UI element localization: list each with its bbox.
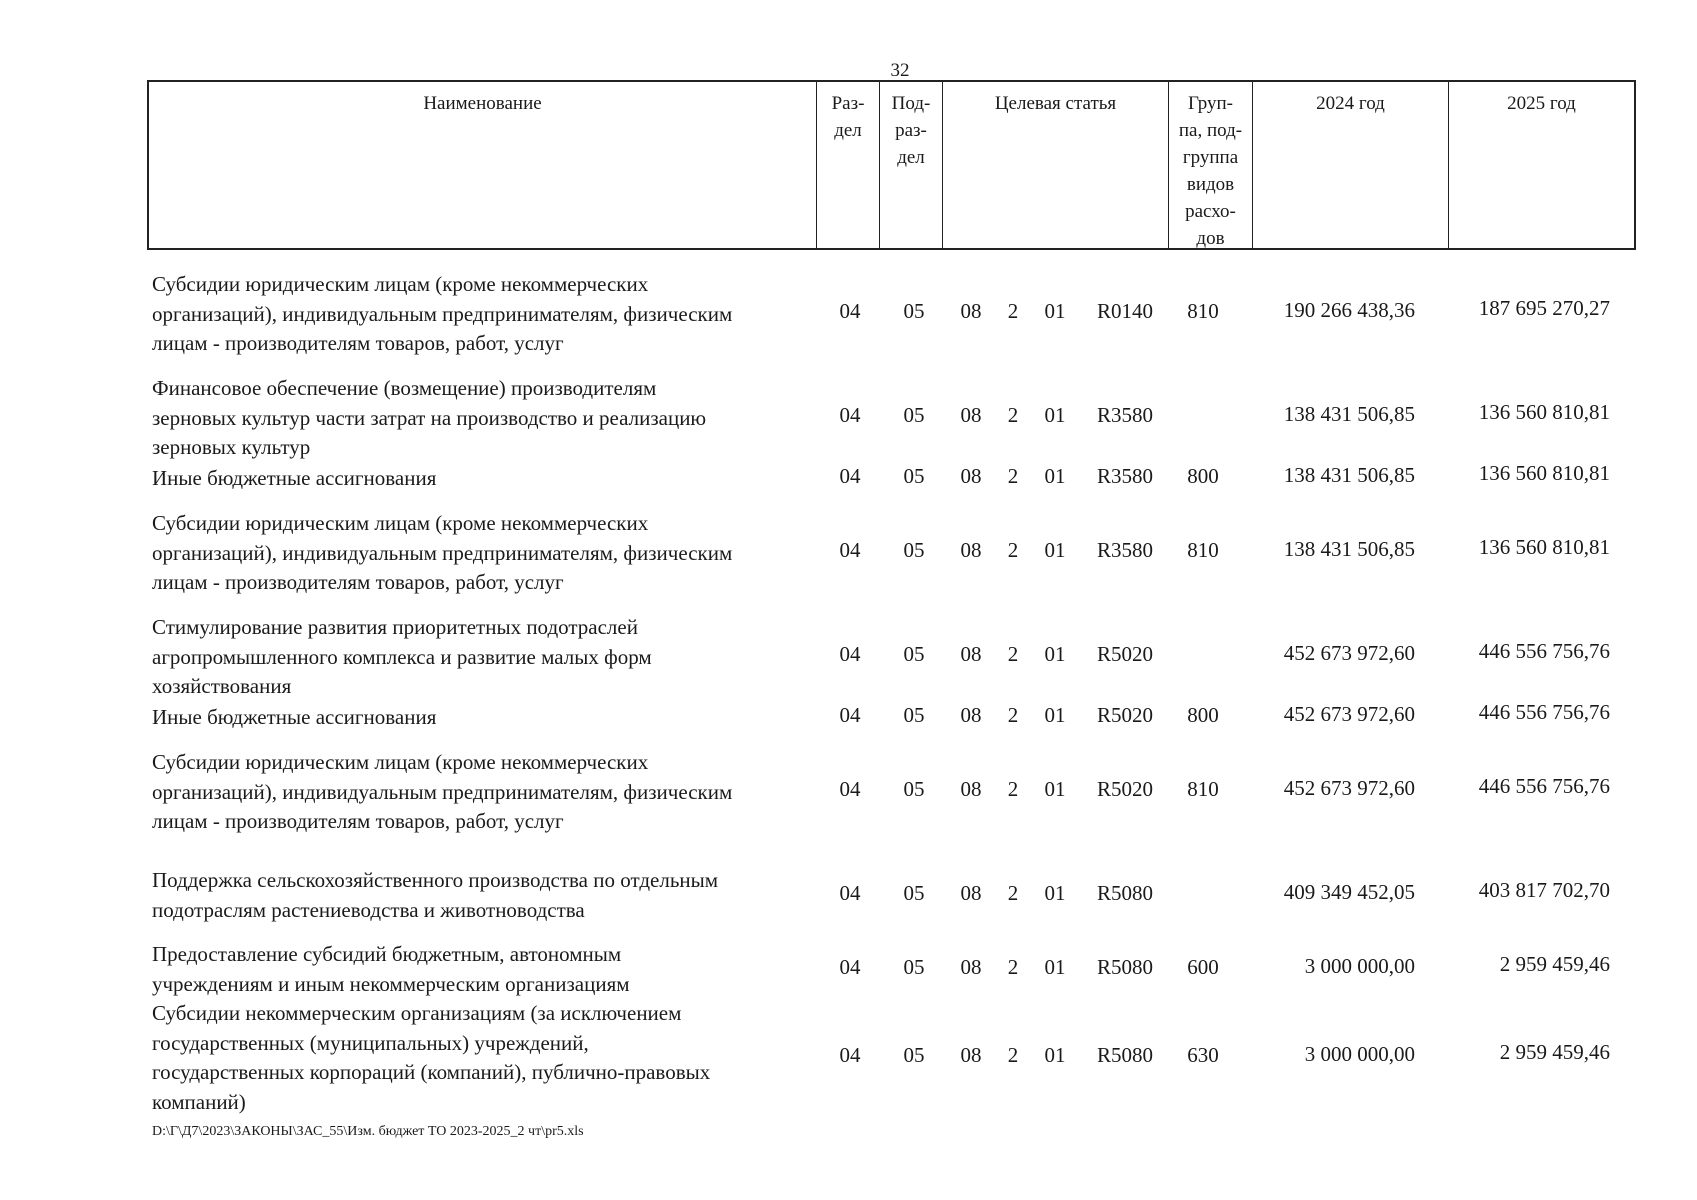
- cell-ts2: 2: [1007, 403, 1019, 428]
- cell-ts1: 08: [960, 777, 982, 802]
- cell-2025: 446 556 756,76: [1478, 639, 1610, 664]
- cell-ts3: 01: [1044, 642, 1066, 667]
- cell-ts4: R5080: [1096, 954, 1153, 979]
- cell-ts4: R5020: [1096, 642, 1153, 667]
- row-name-line: Предоставление субсидий бюджетным, автономным: [152, 942, 622, 966]
- cell-razdel: 04: [839, 954, 861, 979]
- cell-vid: 800: [1187, 702, 1219, 727]
- cell-razdel: 04: [839, 702, 861, 727]
- cell-2025: 2 959 459,46: [1499, 1040, 1610, 1064]
- cell-razdel: 04: [839, 777, 861, 802]
- row-name-line: подотраслям растениеводства и животноводства: [152, 897, 585, 922]
- cell-ts1: 08: [960, 880, 982, 905]
- cell-ts3: 01: [1044, 777, 1066, 802]
- cell-2025: 136 560 810,81: [1478, 535, 1610, 560]
- cell-vid: 630: [1187, 1043, 1219, 1067]
- row-name-line: Иные бюджетные ассигнования: [152, 705, 437, 729]
- cell-ts3: 01: [1044, 1043, 1066, 1067]
- cell-ts3: 01: [1044, 463, 1066, 488]
- cell-ts2: 2: [1007, 702, 1019, 727]
- row-name-line: хозяйствования: [152, 674, 292, 698]
- cell-ts2: 2: [1007, 463, 1019, 488]
- row-name-line: учреждениям и иным некоммерческим организациям: [152, 971, 630, 996]
- cell-ts1: 08: [960, 642, 982, 667]
- cell-podrazdel: 05: [903, 642, 925, 667]
- cell-ts2: 2: [1007, 880, 1019, 905]
- page-number: 32: [890, 60, 910, 81]
- row-name-line: зерновых культур: [152, 435, 311, 459]
- cell-podrazdel: 05: [903, 880, 925, 905]
- cell-razdel: 04: [839, 538, 861, 563]
- header-razdel: Раз- дел: [817, 82, 880, 248]
- cell-ts3: 01: [1044, 880, 1066, 905]
- cell-ts3: 01: [1044, 954, 1066, 979]
- row-name-line: Стимулирование развития приоритетных подотраслей: [152, 615, 638, 639]
- cell-2025: 403 817 702,70: [1478, 877, 1610, 902]
- row-name: [152, 703, 822, 733]
- cell-ts4: R0140: [1096, 299, 1153, 324]
- cell-2024: 190 266 438,36: [1283, 298, 1415, 323]
- cell-ts1: 08: [960, 1043, 982, 1067]
- row-name-line: государственных корпораций (компаний), публично-правовых: [152, 1060, 711, 1084]
- cell-vid: 810: [1187, 777, 1219, 802]
- header-2025: 2025 год: [1507, 93, 1576, 114]
- cell-podrazdel: 05: [903, 702, 925, 727]
- cell-2024: 138 431 506,85: [1283, 402, 1415, 427]
- cell-2024: 452 673 972,60: [1283, 776, 1415, 801]
- cell-ts1: 08: [960, 954, 982, 979]
- cell-ts3: 01: [1044, 299, 1066, 324]
- cell-2024: 138 431 506,85: [1283, 462, 1415, 487]
- row-name-line: организаций), индивидуальным предпринимателям, физическим: [152, 779, 733, 804]
- row-name-line: зерновых культур части затрат на производство и реализацию: [152, 405, 707, 430]
- row-name-line: лицам - производителям товаров, работ, услуг: [152, 809, 564, 833]
- cell-ts2: 2: [1007, 954, 1019, 979]
- row-name-line: Поддержка сельскохозяйственного производства по отдельным: [152, 868, 719, 892]
- cell-podrazdel: 05: [903, 299, 925, 324]
- cell-2025: 446 556 756,76: [1478, 699, 1610, 724]
- cell-razdel: 04: [839, 642, 861, 667]
- row-name-line: Субсидии юридическим лицам (кроме некоммерческих: [152, 272, 649, 296]
- row-name-line: лицам - производителям товаров, работ, услуг: [152, 570, 564, 594]
- cell-ts4: R3580: [1096, 463, 1153, 488]
- cell-ts2: 2: [1007, 1043, 1019, 1067]
- cell-ts2: 2: [1007, 299, 1019, 324]
- cell-vid: 810: [1187, 538, 1219, 563]
- row-name: [152, 866, 822, 925]
- cell-2025: 187 695 270,27: [1478, 296, 1610, 321]
- cell-ts4: R5020: [1096, 777, 1153, 802]
- cell-razdel: 04: [839, 1043, 861, 1067]
- row-name: [152, 613, 822, 702]
- row-name: [152, 509, 822, 598]
- cell-2024: 452 673 972,60: [1283, 701, 1415, 726]
- cell-ts4: R5080: [1096, 1043, 1153, 1067]
- row-name-line: организаций), индивидуальным предпринимателям, физическим: [152, 540, 733, 565]
- cell-2024: 409 349 452,05: [1283, 879, 1415, 904]
- cell-2024: 138 431 506,85: [1283, 537, 1415, 562]
- cell-ts1: 08: [960, 463, 982, 488]
- row-name: [152, 464, 822, 494]
- header-tselevaya: Целевая статья: [943, 82, 1169, 248]
- row-name-line: компаний): [152, 1089, 246, 1114]
- cell-2025: 136 560 810,81: [1478, 400, 1610, 425]
- file-path-footer: D:\Г\Д7\2023\ЗАКОНЫ\ЗАС_55\Изм. бюджет ТО 2023-2025_2 чт\pr5.xls: [152, 1124, 584, 1139]
- row-name: [152, 270, 822, 359]
- cell-2025: 136 560 810,81: [1478, 460, 1610, 485]
- cell-ts2: 2: [1007, 642, 1019, 667]
- cell-2024: 452 673 972,60: [1283, 641, 1415, 666]
- cell-ts1: 08: [960, 702, 982, 727]
- cell-ts3: 01: [1044, 702, 1066, 727]
- header-gruppa: Груп- па, под- группа видов расхо- дов: [1169, 82, 1253, 248]
- cell-podrazdel: 05: [903, 954, 925, 979]
- cell-razdel: 04: [839, 299, 861, 324]
- cell-ts2: 2: [1007, 538, 1019, 563]
- cell-ts4: R3580: [1096, 538, 1153, 563]
- row-name-line: Субсидии юридическим лицам (кроме некоммерческих: [152, 750, 649, 774]
- cell-razdel: 04: [839, 463, 861, 488]
- row-name-line: государственных (муниципальных) учреждений,: [152, 1030, 589, 1055]
- row-name-line: Субсидии некоммерческим организациям (за исключением: [152, 1001, 682, 1025]
- table-header: [147, 80, 1636, 250]
- cell-razdel: 04: [839, 403, 861, 428]
- cell-razdel: 04: [839, 880, 861, 905]
- row-name-line: Финансовое обеспечение (возмещение) производителям: [152, 376, 657, 400]
- row-name-line: лицам - производителям товаров, работ, услуг: [152, 331, 564, 355]
- cell-ts1: 08: [960, 538, 982, 563]
- header-name: Наименование: [149, 82, 817, 248]
- header-2024: 2024 год: [1253, 82, 1449, 248]
- row-name-line: Иные бюджетные ассигнования: [152, 466, 437, 490]
- cell-ts4: R5020: [1096, 702, 1153, 727]
- cell-podrazdel: 05: [903, 463, 925, 488]
- cell-vid: 600: [1187, 954, 1219, 979]
- row-name: [152, 999, 822, 1117]
- cell-2025: 2 959 459,46: [1499, 951, 1610, 976]
- cell-2024: 3 000 000,00: [1304, 953, 1415, 978]
- row-name-line: агропромышленного комплекса и развитие малых форм: [152, 644, 652, 669]
- row-name: [152, 374, 822, 463]
- cell-2025: 446 556 756,76: [1478, 774, 1610, 799]
- cell-podrazdel: 05: [903, 1043, 925, 1067]
- cell-ts1: 08: [960, 403, 982, 428]
- row-name: [152, 940, 822, 999]
- cell-ts4: R5080: [1096, 880, 1153, 905]
- row-name-line: Субсидии юридическим лицам (кроме некоммерческих: [152, 511, 649, 535]
- cell-ts4: R3580: [1096, 403, 1153, 428]
- cell-ts3: 01: [1044, 538, 1066, 563]
- cell-ts2: 2: [1007, 777, 1019, 802]
- row-name-line: организаций), индивидуальным предпринимателям, физическим: [152, 301, 733, 326]
- cell-ts3: 01: [1044, 403, 1066, 428]
- cell-podrazdel: 05: [903, 538, 925, 563]
- row-name: [152, 748, 822, 837]
- cell-vid: 800: [1187, 463, 1219, 488]
- header-podrazdel: Под- раз- дел: [880, 82, 943, 248]
- cell-podrazdel: 05: [903, 777, 925, 802]
- cell-vid: 810: [1187, 299, 1219, 324]
- cell-ts1: 08: [960, 299, 982, 324]
- cell-podrazdel: 05: [903, 403, 925, 428]
- cell-2024: 3 000 000,00: [1304, 1042, 1415, 1066]
